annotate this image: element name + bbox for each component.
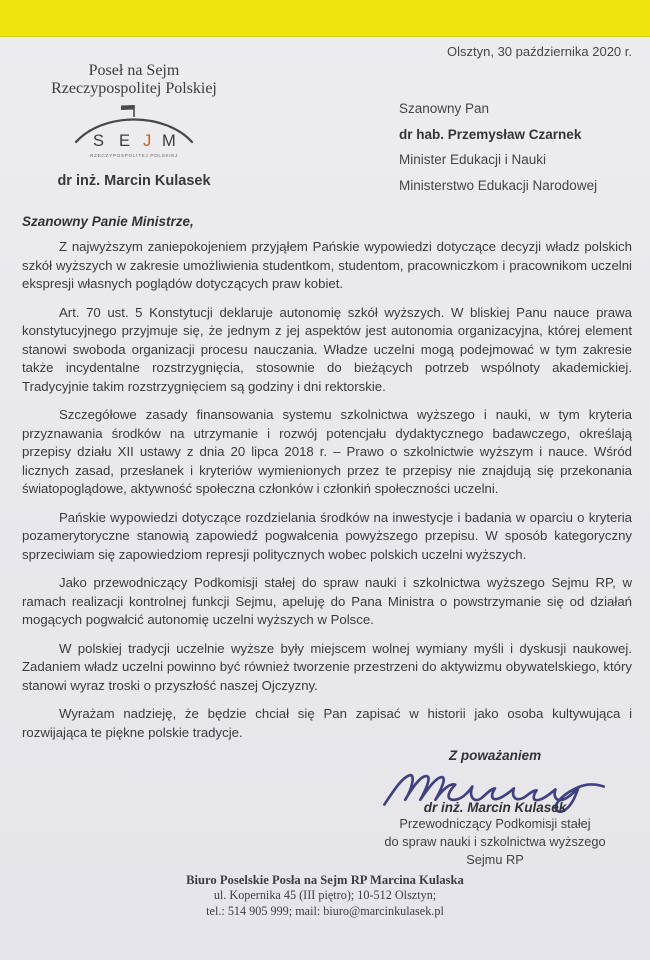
sejm-logo-letter-e: E [119, 132, 131, 150]
sejm-dome-icon [73, 103, 195, 161]
sejm-logo-letter-m: M [162, 132, 176, 150]
sejm-logo-letter-s: S [93, 132, 105, 150]
footer-office-name: Biuro Poselskie Posła na Sejm RP Marcina Kulaska [186, 873, 464, 887]
sender-block [28, 62, 240, 189]
paragraph-3: Szczegółowe zasady finansowania systemu szkolnictwa wyższego i nauki, w tym kryteria przyznawania środków na utrzymanie i rozwój potencjału dydaktycznego badawczego, określają przepisy działu XII ustawy z dnia 20 lipca 2018 r. – Prawo o szkolnictwie wyższym i nauce. Wśród licznych zasad, przesłanek i kryteriów wymienionych przez te przepisy nie znajdują się przekonania światopoglądowe, aktywność społeczna członków i członkiń społeczności uczelni. [22, 407, 632, 496]
sender-title [28, 62, 240, 97]
footer-address: ul. Kopernika 45 (III piętro); 10-512 Olsztyn; [213, 888, 437, 902]
letter-body [22, 214, 632, 752]
recipient-line-ministry: Ministerstwo Edukacji Narodowej [399, 177, 598, 193]
letter-salutation: Szanowny Panie Ministrze, [22, 214, 194, 229]
paragraph-1: Z najwyższym zaniepokojeniem przyjąłem Pańskie wypowiedzi dotyczące decyzji władz polskich szkół wyższych w zakresie umożliwienia studentkom, studentom, pracowniczkom i pracownikom uczelni ekspresji własnych poglądów dotyczących praw kobiet. [22, 239, 632, 291]
recipient-line-name: dr hab. Przemysław Czarnek [399, 126, 582, 142]
top-yellow-bar [0, 0, 650, 37]
sender-name: dr inż. Marcin Kulasek [57, 173, 211, 189]
sejm-logo-subtitle: RZECZYPOSPOLITEJ POLSKIEJ [89, 154, 179, 159]
signatory-title-line2: do spraw nauki i szkolnictwa wyższego Sejmu RP [384, 834, 606, 867]
recipient-line-title: Minister Edukacji i Nauki [399, 152, 547, 167]
recipient-line-salutation: Szanowny Pan [399, 101, 490, 116]
sejm-logo-letter-j: J [143, 132, 152, 150]
sender-title-line1: Poseł na Sejm [88, 62, 180, 79]
closing-block [368, 748, 622, 869]
office-footer [0, 873, 650, 919]
paragraph-7: Wyrażam nadzieję, że będzie chciał się Pan zapisać w historii jako osoba kultywująca i rozwijająca te piękne polskie tradycje. [22, 706, 632, 740]
valediction: Z poważaniem [448, 748, 542, 763]
paragraph-2: Art. 70 ust. 5 Konstytucji deklaruje autonomię szkół wyższych. W bliskiej Panu nauce prawa konstytucyjnego przyjmuje się, że jednym z jej aspektów jest autonomia organizacyjna, której element stanowi swoboda organizacji procesu nauczania. Władze uczelni mogą podejmować w tym zakresie także incydentalne rozstrzygnięcia, stosownie do bieżących potrzeb wspólnoty akademickiej. Tradycyjnie takim rozstrzygnięciem są godziny i dni rektorskie. [22, 304, 632, 394]
recipient-block [399, 96, 597, 198]
date-line: Olsztyn, 30 października 2020 r. [447, 44, 632, 59]
signatory-name: dr inż. Marcin Kulasek [423, 800, 567, 815]
paragraph-4: Pańskie wypowiedzi dotyczące rozdzielania środków na inwestycje i badania w oparciu o kryteria pozamerytoryczne stanowią zapowiedź pogwałcenia powyższego przepisu. W sposób kategoryczny sprzeciwiam się zapowiedziom represji politycznych wobec polskich uczelni wyższych. [22, 509, 632, 562]
footer-contact: tel.: 514 905 999; mail: biuro@marcinkulasek.pl [206, 903, 444, 918]
signatory-title-line1: Przewodniczący Podkomisji stałej [399, 816, 591, 831]
paragraph-5: Jako przewodniczący Podkomisji stałej do spraw nauki i szkolnictwa wyższego Sejmu RP, w ramach realizacji kontrolnej funkcji Sejmu, apeluję do Pana Ministra o powstrzymanie się od działań mogących pogwałcić autonomię uczelni wyższych w Polsce. [22, 575, 632, 627]
flag-icon [121, 105, 134, 110]
paragraph-6: W polskiej tradycji uczelnie wyższe były miejscem wolnej wymiany myśli i dyskusji naukowej. Zadaniem władz uczelni powinno być również tworzenie przestrzeni do aktywizmu obywatelskiego, który stanowi wyraz troski o przyszłość naszej Ojczyzny. [22, 640, 632, 693]
sejm-logo [28, 103, 240, 161]
sender-title-line2: Rzeczypospolitej Polskiej [51, 79, 217, 97]
